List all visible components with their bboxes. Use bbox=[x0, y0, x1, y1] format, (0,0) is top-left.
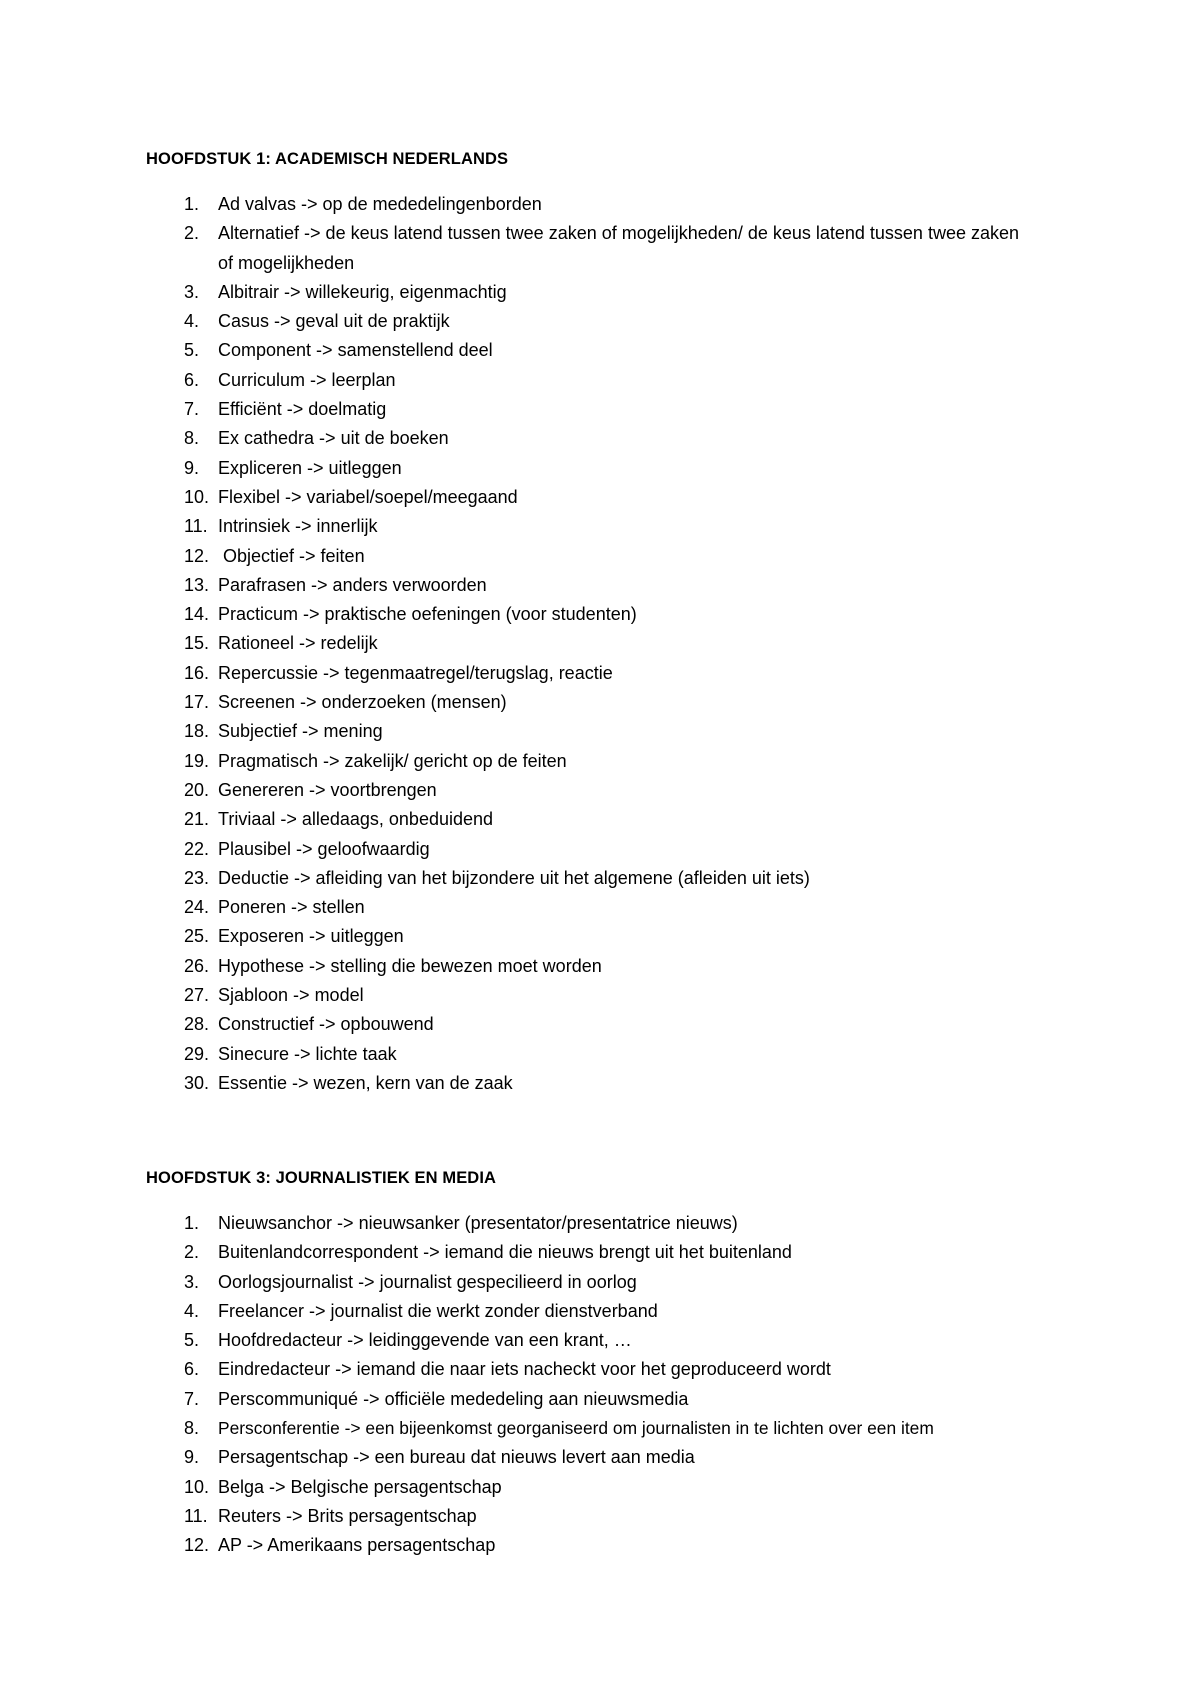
item-text: Oorlogsjournalist -> journalist gespecilieerd in oorlog bbox=[218, 1271, 637, 1292]
item-text: Constructief -> opbouwend bbox=[218, 1014, 434, 1035]
list-item bbox=[146, 1355, 1146, 1384]
list-item bbox=[146, 1502, 1146, 1531]
item-text: Eindredacteur -> iemand die naar iets nacheckt voor het geproduceerd wordt bbox=[218, 1359, 831, 1380]
item-number: 12. bbox=[184, 1535, 210, 1556]
item-text: Subjectief -> mening bbox=[218, 721, 383, 742]
item-number: 16. bbox=[184, 662, 210, 683]
item-text: Rationeel -> redelijk bbox=[218, 633, 378, 654]
vocabulary-list bbox=[146, 190, 1146, 1098]
list-item bbox=[146, 1069, 1146, 1098]
item-number: 11. bbox=[184, 1505, 208, 1526]
item-number: 6. bbox=[184, 1359, 200, 1380]
list-item bbox=[146, 893, 1146, 922]
list-item bbox=[146, 454, 1146, 483]
item-number: 3. bbox=[184, 1271, 200, 1292]
item-number: 12. bbox=[184, 545, 210, 566]
item-number: 29. bbox=[184, 1043, 210, 1064]
list-item bbox=[146, 864, 1146, 893]
item-text: Parafrasen -> anders verwoorden bbox=[218, 574, 487, 595]
item-number: 22. bbox=[184, 838, 210, 859]
item-number: 1. bbox=[184, 194, 200, 214]
list-item bbox=[146, 717, 1146, 746]
list-item bbox=[146, 1385, 1146, 1414]
item-number: 4. bbox=[184, 311, 200, 332]
item-text: Sjabloon -> model bbox=[218, 985, 364, 1006]
item-number: 17. bbox=[184, 692, 210, 713]
item-text: Buitenlandcorrespondent -> iemand die nieuws brengt uit het buitenland bbox=[218, 1242, 792, 1263]
list-item bbox=[146, 1268, 1146, 1297]
item-text: Objectief -> feiten bbox=[218, 545, 365, 566]
item-number: 7. bbox=[184, 399, 200, 420]
item-number: 2. bbox=[184, 1242, 200, 1263]
item-text: Practicum -> praktische oefeningen (voor studenten) bbox=[218, 604, 637, 625]
item-number: 5. bbox=[184, 1330, 200, 1351]
item-number: 19. bbox=[184, 750, 210, 771]
item-number: 20. bbox=[184, 779, 210, 800]
item-text: Efficiënt -> doelmatig bbox=[218, 399, 387, 420]
item-text: Poneren -> stellen bbox=[218, 897, 365, 918]
item-number: 23. bbox=[184, 867, 210, 888]
list-item bbox=[146, 395, 1146, 424]
item-number: 25. bbox=[184, 926, 210, 947]
item-text: Plausibel -> geloofwaardig bbox=[218, 838, 430, 859]
vocabulary-list bbox=[146, 1209, 1146, 1561]
item-text: Nieuwsanchor -> nieuwsanker (presentator/presentatrice nieuws) bbox=[218, 1213, 738, 1233]
item-text: Repercussie -> tegenmaatregel/terugslag, reactie bbox=[218, 662, 613, 683]
list-item bbox=[146, 219, 1146, 278]
list-item bbox=[146, 190, 1146, 219]
list-item bbox=[146, 659, 1146, 688]
item-text: Sinecure -> lichte taak bbox=[218, 1043, 397, 1064]
list-item bbox=[146, 278, 1146, 307]
item-text: Ex cathedra -> uit de boeken bbox=[218, 428, 449, 449]
item-text: Ad valvas -> op de mededelingenborden bbox=[218, 194, 542, 214]
item-text: Essentie -> wezen, kern van de zaak bbox=[218, 1072, 513, 1093]
item-text: Screenen -> onderzoeken (mensen) bbox=[218, 692, 507, 713]
list-item bbox=[146, 600, 1146, 629]
item-number: 26. bbox=[184, 955, 210, 976]
item-text: Hypothese -> stelling die bewezen moet worden bbox=[218, 955, 602, 976]
list-item bbox=[146, 1326, 1146, 1355]
item-number: 28. bbox=[184, 1014, 210, 1035]
item-text: Triviaal -> alledaags, onbeduidend bbox=[218, 809, 494, 830]
list-item bbox=[146, 1040, 1146, 1069]
section-academisch-nederlands bbox=[146, 148, 1146, 1098]
item-number: 9. bbox=[184, 457, 200, 478]
item-text: Belga -> Belgische persagentschap bbox=[218, 1476, 502, 1497]
item-text: Casus -> geval uit de praktijk bbox=[218, 311, 450, 332]
item-text: Albitrair -> willekeurig, eigenmachtig bbox=[218, 281, 507, 302]
item-text: Pragmatisch -> zakelijk/ gericht op de feiten bbox=[218, 750, 567, 771]
list-item bbox=[146, 542, 1146, 571]
item-text: Persconferentie -> een bijeenkomst georganiseerd om journalisten in te lichten over een item bbox=[218, 1418, 934, 1439]
item-number: 2. bbox=[184, 223, 200, 244]
item-number: 4. bbox=[184, 1300, 200, 1321]
list-item bbox=[146, 629, 1146, 658]
item-number: 14. bbox=[184, 604, 210, 625]
list-item bbox=[146, 1443, 1146, 1472]
item-number: 11. bbox=[184, 516, 208, 537]
list-item bbox=[146, 1414, 1146, 1443]
list-item bbox=[146, 1010, 1146, 1039]
item-text: Hoofdredacteur -> leidinggevende van een krant, … bbox=[218, 1330, 632, 1351]
item-text: Genereren -> voortbrengen bbox=[218, 779, 437, 800]
item-text: Persagentschap -> een bureau dat nieuws levert aan media bbox=[218, 1447, 695, 1468]
item-number: 15. bbox=[184, 633, 210, 654]
item-number: 8. bbox=[184, 428, 200, 449]
item-number: 10. bbox=[184, 1476, 210, 1497]
list-item bbox=[146, 1238, 1146, 1267]
item-text: Reuters -> Brits persagentschap bbox=[218, 1505, 477, 1526]
section-journalistiek-en-media bbox=[146, 1167, 1146, 1561]
item-text: Alternatief -> de keus latend tussen twee zaken of mogelijkheden/ de keus latend tussen twee zaken of mogelijkheden bbox=[218, 223, 1019, 273]
list-item bbox=[146, 1297, 1146, 1326]
item-number: 18. bbox=[184, 721, 210, 742]
list-item bbox=[146, 336, 1146, 365]
item-number: 10. bbox=[184, 486, 210, 507]
list-item bbox=[146, 307, 1146, 336]
item-number: 8. bbox=[184, 1418, 200, 1439]
list-item bbox=[146, 952, 1146, 981]
item-text: AP -> Amerikaans persagentschap bbox=[218, 1535, 496, 1556]
list-item bbox=[146, 1209, 1146, 1238]
list-item bbox=[146, 512, 1146, 541]
list-item bbox=[146, 1531, 1146, 1560]
section-heading: HOOFDSTUK 1: ACADEMISCH NEDERLANDS bbox=[146, 150, 509, 168]
item-number: 30. bbox=[184, 1072, 210, 1093]
list-item bbox=[146, 366, 1146, 395]
item-text: Deductie -> afleiding van het bijzondere uit het algemene (afleiden uit iets) bbox=[218, 867, 810, 888]
item-number: 1. bbox=[184, 1213, 200, 1233]
item-number: 3. bbox=[184, 281, 200, 302]
list-item bbox=[146, 571, 1146, 600]
list-item bbox=[146, 688, 1146, 717]
item-text: Exposeren -> uitleggen bbox=[218, 926, 404, 947]
item-number: 13. bbox=[184, 574, 210, 595]
item-number: 6. bbox=[184, 369, 200, 390]
list-item bbox=[146, 1473, 1146, 1502]
item-number: 27. bbox=[184, 985, 210, 1006]
item-text: Intrinsiek -> innerlijk bbox=[218, 516, 378, 537]
item-number: 9. bbox=[184, 1447, 200, 1468]
list-item bbox=[146, 747, 1146, 776]
list-item bbox=[146, 922, 1146, 951]
item-number: 21. bbox=[184, 809, 210, 830]
item-text: Component -> samenstellend deel bbox=[218, 340, 493, 361]
section-heading: HOOFDSTUK 3: JOURNALISTIEK EN MEDIA bbox=[146, 1169, 497, 1187]
item-text: Flexibel -> variabel/soepel/meegaand bbox=[218, 486, 518, 507]
item-text: Curriculum -> leerplan bbox=[218, 369, 396, 390]
item-text: Freelancer -> journalist die werkt zonder dienstverband bbox=[218, 1300, 658, 1321]
item-text: Perscommuniqué -> officiële mededeling aan nieuwsmedia bbox=[218, 1388, 689, 1409]
list-item bbox=[146, 424, 1146, 453]
list-item bbox=[146, 805, 1146, 834]
list-item bbox=[146, 981, 1146, 1010]
list-item bbox=[146, 776, 1146, 805]
list-item bbox=[146, 835, 1146, 864]
item-number: 24. bbox=[184, 897, 210, 918]
item-number: 5. bbox=[184, 340, 200, 361]
item-text: Expliceren -> uitleggen bbox=[218, 457, 402, 478]
item-number: 7. bbox=[184, 1388, 200, 1409]
list-item bbox=[146, 483, 1146, 512]
